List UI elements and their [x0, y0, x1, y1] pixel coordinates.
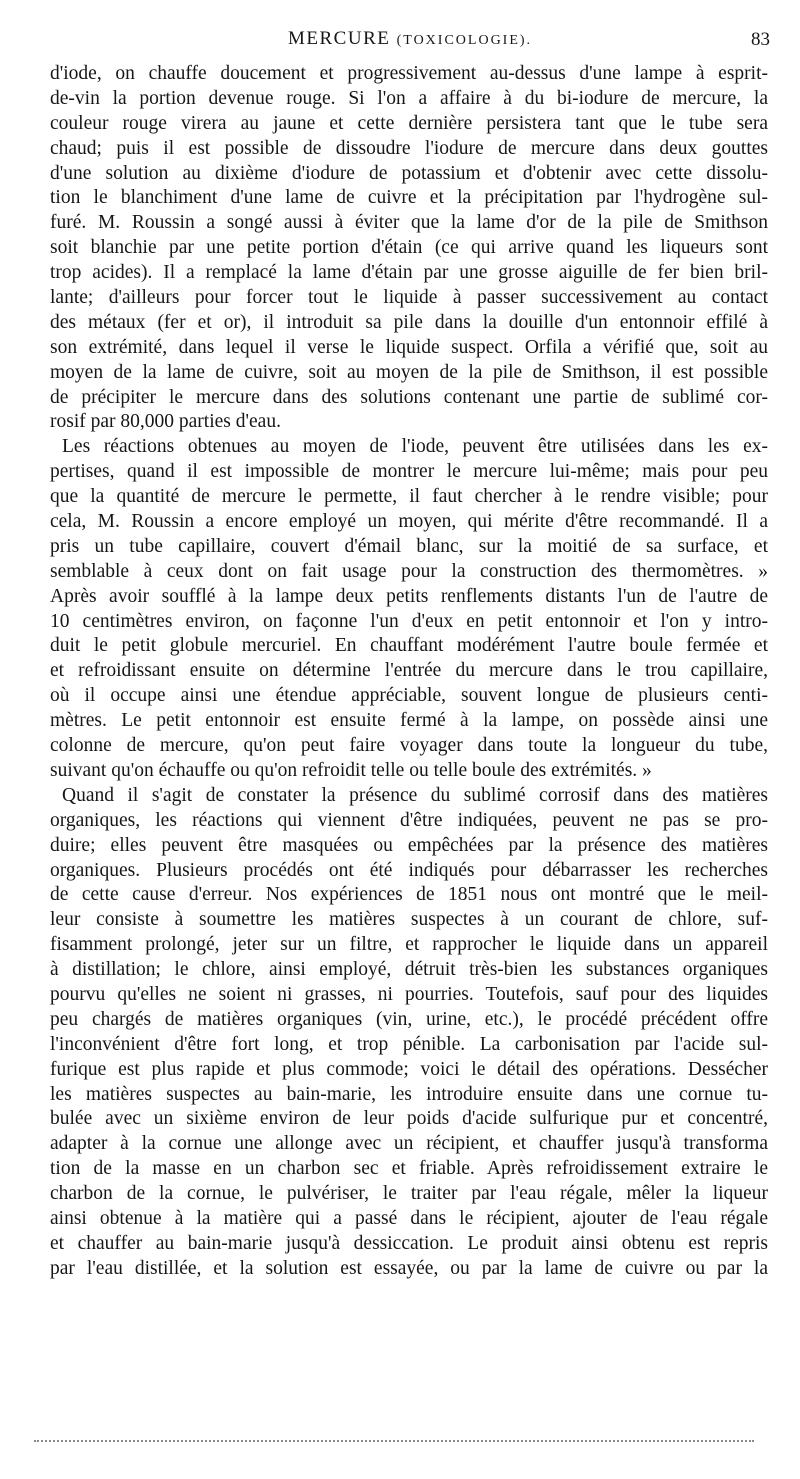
text-line: soit blanchie par une petite portion d'étain (ce qui arrive quand les liqueurs sont: [50, 237, 768, 259]
text-line: 10 centimètres environ, on façonne l'un d'eux en petit entonnoir et l'on y intro-: [50, 610, 768, 632]
text-line: duire; elles peuvent être masquées ou empêchées par la présence des matières: [50, 834, 768, 856]
text-line: les matières suspectes au bain-marie, les introduire ensuite dans une cornue tu-: [50, 1083, 768, 1105]
text-line: semblable à ceux dont on fait usage pour la construction des thermomètres. »: [50, 560, 768, 582]
text-line: pourvu qu'elles ne soient ni grasses, ni pourries. Toutefois, sauf pour des liquides: [50, 983, 768, 1005]
text-line: peu chargés de matières organiques (vin, urine, etc.), le procédé précédent offre: [50, 1008, 768, 1030]
text-line: bulée avec un sixième environ de leur poids d'acide sulfurique pur et concentré,: [50, 1108, 768, 1130]
text-line: mètres. Le petit entonnoir est ensuite fermé à la lampe, on possède ainsi une: [50, 710, 768, 732]
text-line: de précipiter le mercure dans des solutions contenant une partie de sublimé cor-: [50, 386, 768, 408]
text-line: organiques. Plusieurs procédés ont été indiqués pour débarrasser les recherches: [50, 859, 768, 881]
text-line: leur consiste à soumettre les matières suspectes à un courant de chlore, suf-: [50, 909, 768, 931]
text-line: organiques, les réactions qui viennent d'être indiquées, peuvent ne pas se pro-: [50, 809, 768, 831]
text-line: adapter à la cornue une allonge avec un récipient, et chauffer jusqu'à transforma: [50, 1133, 768, 1155]
text-line: Quand il s'agit de constater la présence du sublimé corrosif dans des matières: [62, 784, 768, 806]
text-line: l'inconvénient d'être fort long, et trop pénible. La carbonisation par l'acide sul-: [50, 1033, 768, 1055]
text-line: rosif par 80,000 parties d'eau.: [50, 411, 281, 433]
text-line: trop acides). Il a remplacé la lame d'étain par une grosse aiguille de fer bien bril-: [50, 262, 768, 284]
text-line: cela, M. Roussin a encore employé un moyen, qui mérite d'être recommandé. Il a: [50, 511, 768, 533]
text-line: son extrémité, dans lequel il verse le liquide suspect. Orfila a vérifié que, soit au: [50, 336, 768, 358]
text-line: Les réactions obtenues au moyen de l'iode, peuvent être utilisées dans les ex-: [62, 436, 768, 458]
text-line: où il occupe ainsi une étendue appréciable, souvent longue de plusieurs centi-: [50, 685, 768, 707]
running-header: [60, 28, 770, 58]
page-number: 83: [751, 29, 770, 50]
text-line: colonne de mercure, qu'on peut faire voyager dans toute la longueur du tube,: [50, 735, 768, 757]
text-line: d'une solution au dixième d'iodure de potassium et d'obtenir avec cette dissolu-: [50, 162, 768, 184]
running-title: [288, 28, 532, 50]
text-line: des métaux (fer et or), il introduit sa pile dans la douille d'un entonnoir effilé à: [50, 311, 768, 333]
text-line: à distillation; le chlore, ainsi employé, détruit très-bien les substances organiques: [50, 959, 768, 981]
text-line: moyen de la lame de cuivre, soit au moyen de la pile de Smithson, il est possible: [50, 361, 768, 383]
running-title-main: MERCURE: [288, 28, 391, 49]
text-line: duit le petit globule mercuriel. En chauffant modérément l'autre boule fermée et: [50, 635, 768, 657]
text-line: tion le blanchiment d'une lame de cuivre et la précipitation par l'hydrogène sul-: [50, 187, 768, 209]
text-line: de-vin la portion devenue rouge. Si l'on a affaire à du bi-iodure de mercure, la: [50, 87, 768, 109]
text-line: pris un tube capillaire, couvert d'émail blanc, sur la moitié de sa surface, et: [50, 535, 768, 557]
text-line: lante; d'ailleurs pour forcer tout le liquide à passer successivement au contact: [50, 287, 768, 309]
text-line: charbon de la cornue, le pulvériser, le traiter par l'eau régale, mêler la liqueur: [50, 1183, 768, 1205]
text-line: d'iode, on chauffe doucement et progressivement au-dessus d'une lampe à esprit-: [50, 63, 768, 84]
text-line: Après avoir soufflé à la lampe deux petits renflements distants l'un de l'autre de: [50, 585, 768, 607]
text-line: fisamment prolongé, jeter sur un filtre, et rapprocher le liquide dans un appareil: [50, 934, 768, 956]
text-line: suivant qu'on échauffe ou qu'on refroidit telle ou telle boule des extrémités. »: [50, 759, 652, 781]
text-line: tion de la masse en un charbon sec et friable. Après refroidissement extraire le: [50, 1158, 768, 1180]
text-line: furé. M. Roussin a songé aussi à éviter que la lame d'or de la pile de Smithson: [50, 212, 768, 234]
text-line: et chauffer au bain-marie jusqu'à dessiccation. Le produit ainsi obtenu est repris: [50, 1232, 768, 1254]
running-title-sub: (TOXICOLOGIE).: [396, 33, 533, 48]
text-line: par l'eau distillée, et la solution est essayée, ou par la lame de cuivre ou par la: [50, 1257, 768, 1279]
text-line: et refroidissant ensuite on détermine l'entrée du mercure dans le trou capillaire,: [50, 660, 768, 682]
text-line: ainsi obtenue à la matière qui a passé dans le récipient, ajouter de l'eau régale: [50, 1207, 768, 1229]
text-line: pertises, quand il est impossible de montrer le mercure lui-même; mais pour peu: [50, 461, 768, 483]
text-line: couleur rouge virera au jaune et cette dernière persistera tant que le tube sera: [50, 112, 768, 134]
text-line: furique est plus rapide et plus commode; voici le détail des opérations. Dessécher: [50, 1058, 768, 1080]
body-text: [50, 62, 768, 1282]
text-line: que la quantité de mercure le permette, il faut chercher à le rendre visible; pour: [50, 486, 768, 508]
text-line: de cette cause d'erreur. Nos expériences de 1851 nous ont montré que le meil-: [50, 884, 768, 906]
footer-dotted-rule: [34, 1440, 754, 1442]
text-line: chaud; puis il est possible de dissoudre l'iodure de mercure dans deux gouttes: [50, 137, 768, 159]
